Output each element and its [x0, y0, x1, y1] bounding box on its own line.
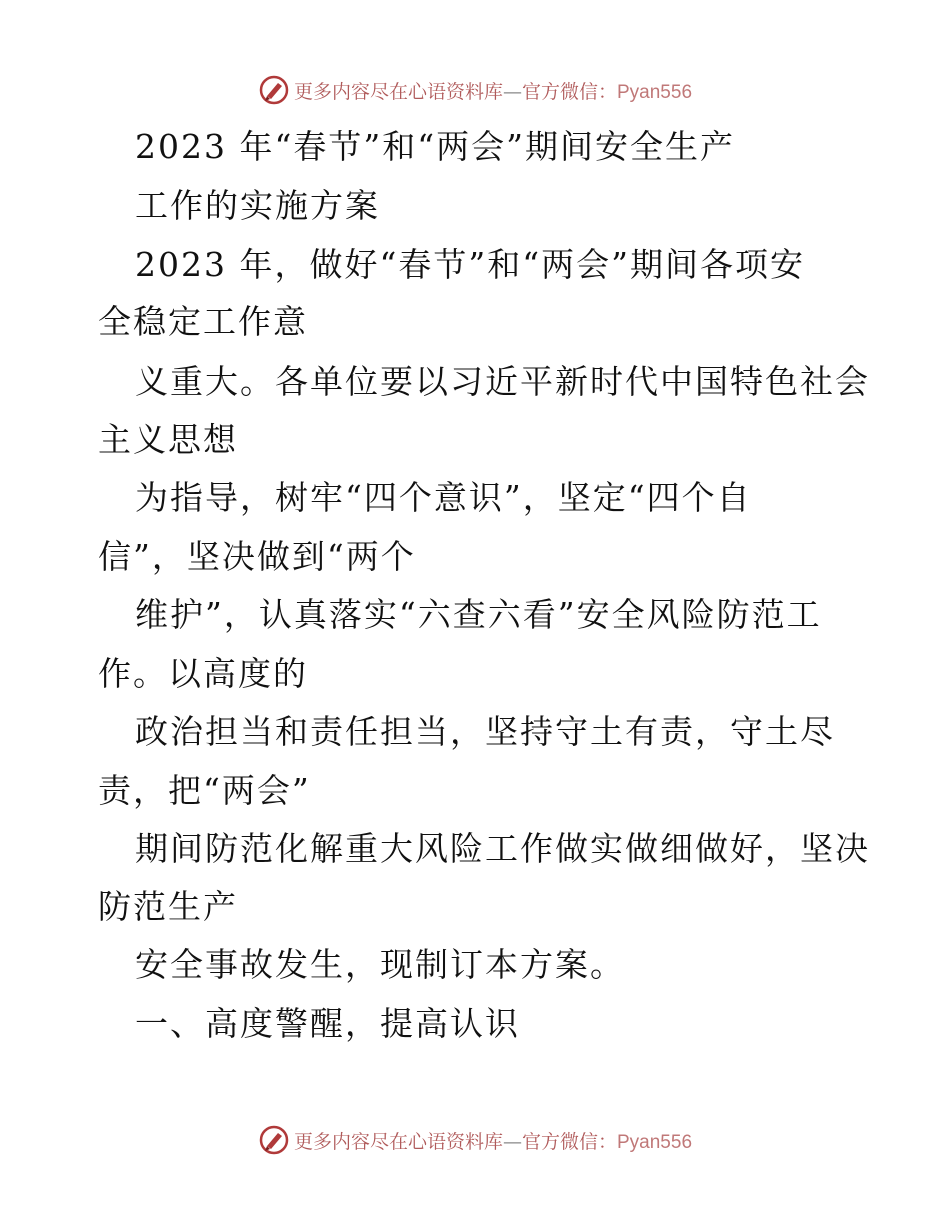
watermark-separator: — [502, 80, 522, 103]
watermark-main: 更多内容尽在心语资料库 [293, 80, 503, 103]
pen-logo-icon [258, 74, 290, 106]
paragraph-line: 为指导，树牢“四个意识”，坚定“四个自 [135, 478, 752, 517]
watermark-main: 更多内容尽在心语资料库 [293, 1130, 503, 1153]
watermark-text [294, 77, 692, 104]
paragraph-line: 政治担当和责任担当，坚持守土有责，守土尽 [135, 712, 835, 751]
paragraph-line: 主义思想 [98, 420, 238, 459]
watermark-wechat-id: Pyan556 [617, 1131, 693, 1153]
paragraph-line: 义重大。各单位要以习近平新时代中国特色社会 [135, 362, 870, 401]
paragraph-line: 防范生产 [98, 887, 238, 926]
pen-logo-icon [258, 1124, 290, 1156]
paragraph-line: 作。以高度的 [98, 654, 308, 693]
section-heading: 一、高度警醒，提高认识 [135, 1004, 520, 1043]
paragraph-line: 2023 年，做好“春节”和“两会”期间各项安 [135, 245, 805, 284]
watermark-label: 官方微信： [521, 80, 617, 103]
paragraph-line: 信”，坚决做到“两个 [98, 537, 416, 576]
header-watermark [0, 70, 950, 110]
paragraph-line: 责，把“两会” [98, 771, 311, 810]
document-title-line-2: 工作的实施方案 [135, 186, 380, 225]
watermark-text [294, 1127, 692, 1154]
paragraph-line: 全稳定工作意 [98, 302, 308, 341]
paragraph-line: 安全事故发生，现制订本方案。 [135, 945, 625, 984]
document-title-line-1: 2023 年“春节”和“两会”期间安全生产 [135, 127, 735, 166]
paragraph-line: 维护”，认真落实“六查六看”安全风险防范工 [135, 595, 822, 634]
footer-watermark [0, 1120, 950, 1160]
watermark-wechat-id: Pyan556 [617, 81, 693, 103]
paragraph-line: 期间防范化解重大风险工作做实做细做好，坚决 [135, 829, 870, 868]
watermark-label: 官方微信： [521, 1130, 617, 1153]
watermark-separator: — [502, 1130, 522, 1153]
